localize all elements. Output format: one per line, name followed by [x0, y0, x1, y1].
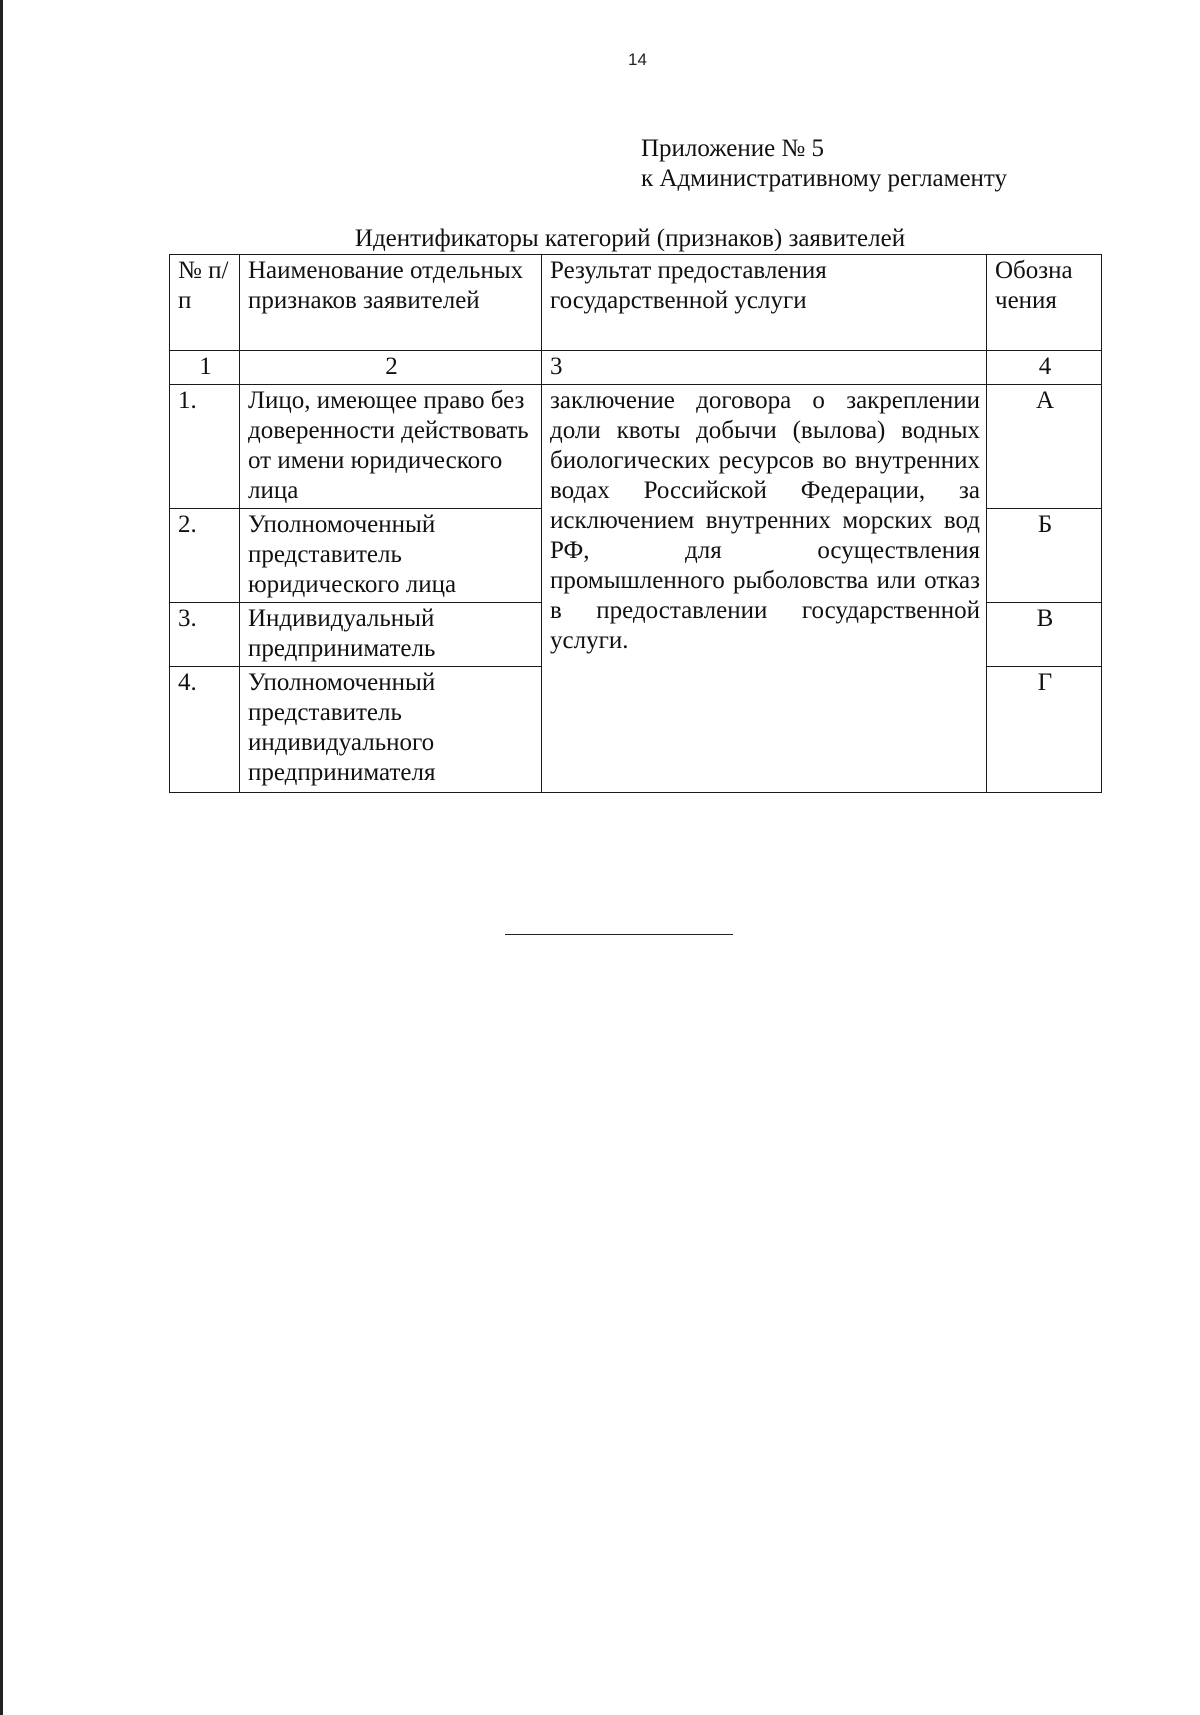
appendix-heading — [641, 134, 1007, 194]
appendix-line-1: Приложение № 5 — [641, 135, 825, 162]
row-num: 4. — [170, 667, 240, 793]
row-num: 1. — [170, 385, 240, 509]
end-of-document-rule — [505, 934, 733, 935]
row-name: Индивидуальный предприниматель — [240, 603, 542, 667]
appendix-line-2: к Административному регламенту — [641, 165, 1008, 192]
row-code: Б — [987, 509, 1102, 603]
applicant-identifiers-table — [169, 254, 1102, 793]
row-name: Уполномоченный представитель юридического лица — [240, 509, 542, 603]
header-name: Наименование отдельных признаков заявителей — [240, 255, 542, 351]
header-num: № п/п — [170, 255, 240, 351]
row-code: А — [987, 385, 1102, 509]
column-number-row — [170, 351, 1102, 385]
scan-edge — [0, 0, 3, 1715]
header-result: Результат предоставления государственной услуги — [542, 255, 987, 351]
column-number: 1 — [170, 351, 240, 385]
row-code: В — [987, 603, 1102, 667]
column-number: 4 — [987, 351, 1102, 385]
row-name: Уполномоченный представитель индивидуального предпринимателя — [240, 667, 542, 793]
column-number: 2 — [240, 351, 542, 385]
result-text: заключение договора о закреплении доли квоты добычи (вылова) водных биологических ресурсов во внутренних водах Российской Федерации, за исключением внутренних морских вод РФ, для осуществления промышленного рыболовства или отказ в предоставлении государственной услуги. — [542, 385, 987, 793]
row-num: 2. — [170, 509, 240, 603]
column-number: 3 — [542, 351, 987, 385]
header-code: Обозна чения — [987, 255, 1102, 351]
page-number: 14 — [628, 50, 647, 69]
table-title: Идентификаторы категорий (признаков) заявителей — [354, 225, 906, 252]
table-row — [170, 385, 1102, 509]
header-row — [170, 255, 1102, 351]
row-code: Г — [987, 667, 1102, 793]
row-num: 3. — [170, 603, 240, 667]
row-name: Лицо, имеющее право без доверенности действовать от имени юридического лица — [240, 385, 542, 509]
